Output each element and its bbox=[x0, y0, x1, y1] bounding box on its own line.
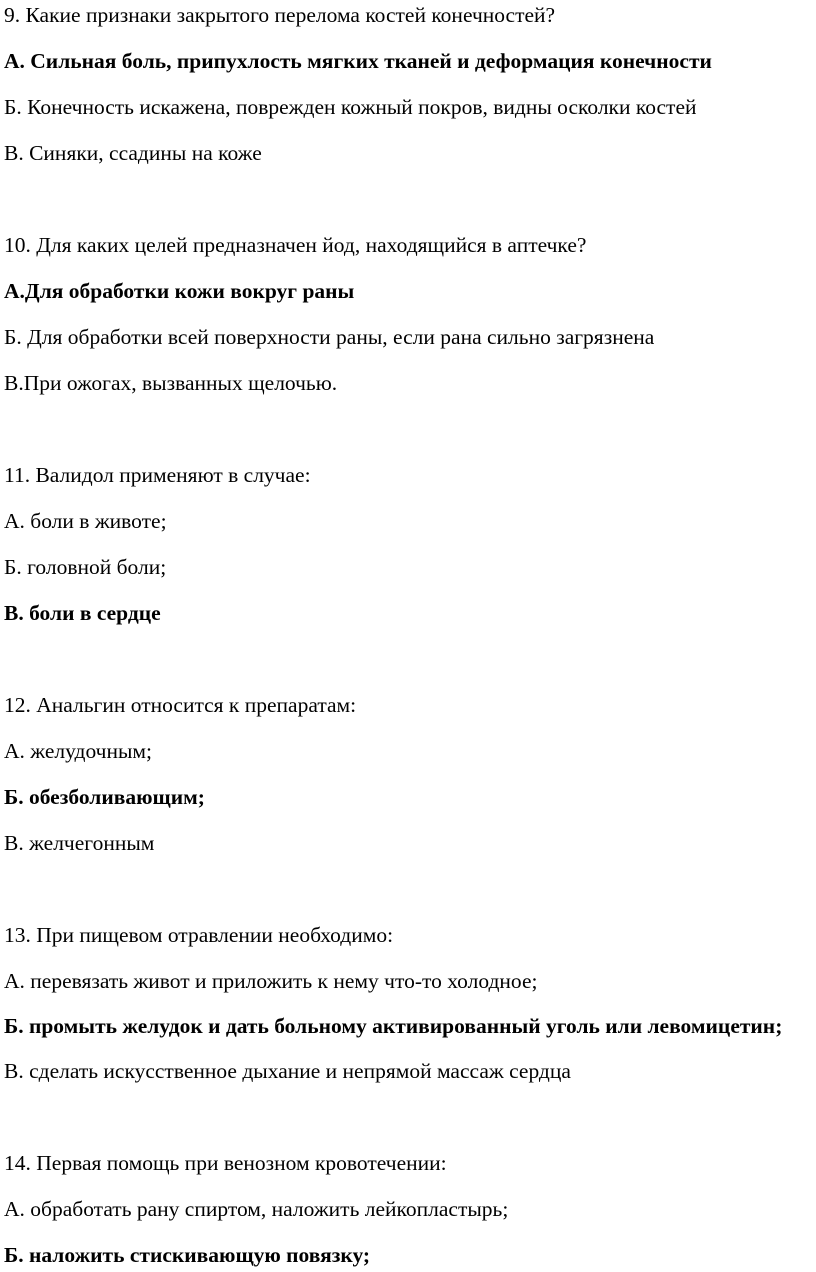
answer-option: Б. головной боли; bbox=[4, 555, 167, 579]
answer-option-correct: Б. обезболивающим; bbox=[4, 785, 205, 809]
answer-option: А. перевязать живот и приложить к нему что-то холодное; bbox=[4, 969, 538, 993]
spacer bbox=[4, 874, 816, 920]
question-text: 13. При пищевом отравлении необходимо: bbox=[4, 923, 394, 947]
question-text: 12. Анальгин относится к препаратам: bbox=[4, 693, 357, 717]
question-text: 14. Первая помощь при венозном кровотечении: bbox=[4, 1151, 447, 1175]
answer-option: В. Синяки, ссадины на коже bbox=[4, 141, 262, 165]
answer-option-correct: А.Для обработки кожи вокруг раны bbox=[4, 279, 355, 303]
answer-option: А. желудочным; bbox=[4, 739, 152, 763]
answer-option: А. боли в животе; bbox=[4, 509, 167, 533]
question-block-13 bbox=[4, 920, 816, 1086]
question-text: 10. Для каких целей предназначен йод, находящийся в аптечке? bbox=[4, 233, 587, 257]
question-block-11 bbox=[4, 460, 816, 628]
question-block-9 bbox=[4, 0, 816, 168]
question-block-10 bbox=[4, 230, 816, 398]
answer-option: А. обработать рану спиртом, наложить лейкопластырь; bbox=[4, 1197, 509, 1221]
spacer bbox=[4, 414, 816, 460]
answer-option-correct: Б. наложить стискивающую повязку; bbox=[4, 1243, 371, 1267]
answer-option-correct: Б. промыть желудок и дать больному активированный уголь или левомицетин; bbox=[4, 1014, 783, 1038]
answer-option: В. желчегонным bbox=[4, 831, 155, 855]
spacer bbox=[4, 1102, 816, 1148]
answer-option: В. сделать искусственное дыхание и непрямой массаж сердца bbox=[4, 1059, 571, 1083]
answer-option-correct: А. Сильная боль, припухлость мягких тканей и деформация конечности bbox=[4, 49, 712, 73]
question-text: 11. Валидол применяют в случае: bbox=[4, 463, 311, 487]
question-block-14 bbox=[4, 1148, 816, 1270]
answer-option: Б. Для обработки всей поверхности раны, если рана сильно загрязнена bbox=[4, 325, 655, 349]
answer-option: В.При ожогах, вызванных щелочью. bbox=[4, 371, 338, 395]
spacer bbox=[4, 184, 816, 230]
question-text: 9. Какие признаки закрытого перелома костей конечностей? bbox=[4, 3, 556, 27]
spacer bbox=[4, 644, 816, 690]
answer-option-correct: В. боли в сердце bbox=[4, 601, 161, 625]
question-block-12 bbox=[4, 690, 816, 858]
answer-option: Б. Конечность искажена, поврежден кожный покров, видны осколки костей bbox=[4, 95, 697, 119]
